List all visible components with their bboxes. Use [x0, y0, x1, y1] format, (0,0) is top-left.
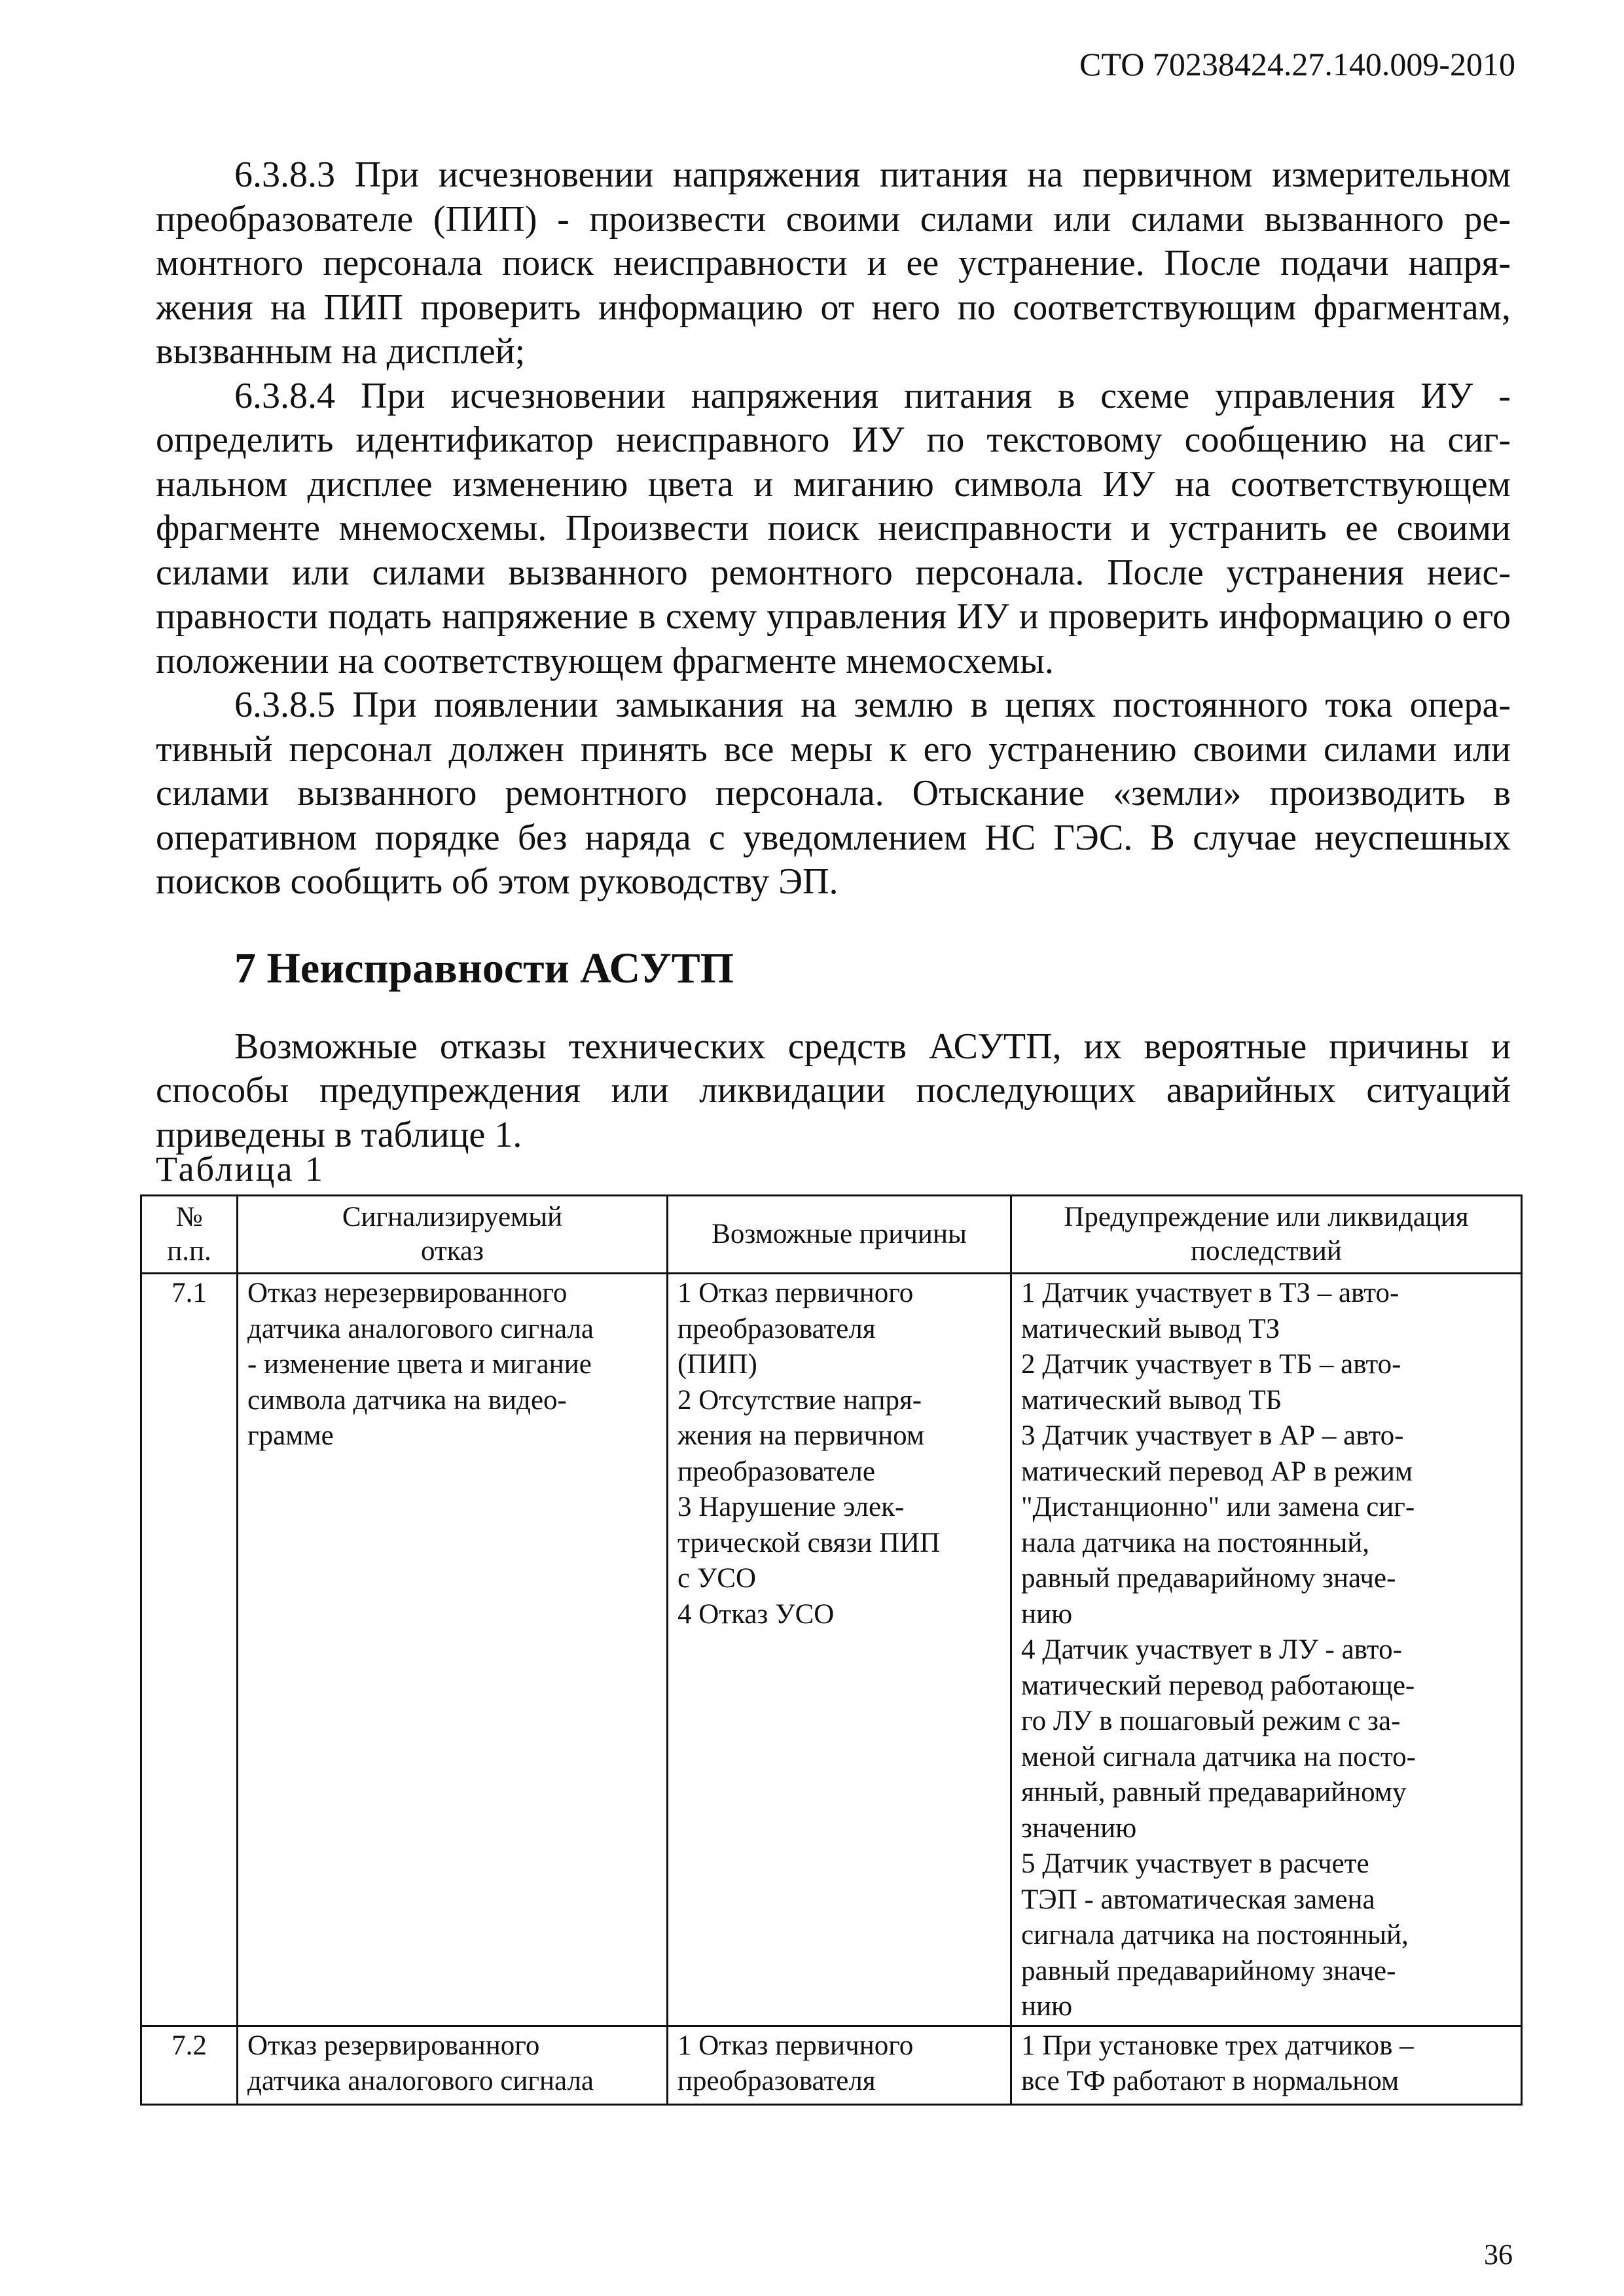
cell-line: 4 Датчик участвует в ЛУ - авто-: [1021, 1634, 1402, 1665]
cell-line: нию: [1021, 1991, 1073, 2022]
cell-prevention: [1011, 2026, 1522, 2104]
cell-line: равный предаварийному значе-: [1021, 1563, 1396, 1594]
table-header-row: [141, 1196, 1522, 1274]
cell-line: датчика аналогового сигнала: [247, 2066, 594, 2096]
cell-line: матический перевод работающе-: [1021, 1670, 1415, 1701]
cell-line: янный, равный предаварийному: [1021, 1777, 1407, 1808]
cell-line: равный предаварийному значе-: [1021, 1955, 1396, 1986]
cell-line: преобразователя: [677, 1313, 876, 1344]
page-number: 36: [1484, 2238, 1513, 2270]
cell-line: го ЛУ в пошаговый режим с за-: [1021, 1706, 1401, 1736]
header-line: последствий: [1191, 1236, 1342, 1266]
cell-line: 4 Отказ УСО: [677, 1598, 835, 1630]
header-prevention: [1011, 1196, 1522, 1274]
cell-line: трической связи ПИП: [677, 1527, 941, 1558]
cell-line: 2 Отсутствие напря-: [677, 1384, 922, 1416]
cell-line: 3 Нарушение элек-: [677, 1492, 905, 1522]
cell-line: - изменение цвета и мигание: [247, 1349, 592, 1380]
cell-line: символа датчика на видео-: [247, 1384, 567, 1416]
paragraph-6-3-8-5: 6.3.8.5 При появлении замыкания на землю в цепях постоянного тока опера-тивный персонал должен принять все меры к его устранению своими силами или силами вызванного ремонтного персонала. Отыскание «земли» производить в оперативном порядке без наряда с уведомлением НС ГЭС. В случае неуспешных поисков сообщить об этом руководству ЭП.: [156, 685, 1511, 902]
header-line: №: [175, 1202, 203, 1232]
cell-failure: [238, 2026, 668, 2104]
cell-num: 7.1: [141, 1274, 238, 2026]
cell-line: датчика аналогового сигнала: [247, 1313, 594, 1344]
cell-failure: [238, 1274, 668, 2026]
header-causes: [668, 1196, 1011, 1274]
cell-causes: [668, 2026, 1011, 2104]
cell-line: нию: [1021, 1598, 1073, 1630]
cell-line: ТЭП - автоматическая замена: [1021, 1884, 1375, 1915]
cell-line: 1 При установке трех датчиков –: [1021, 2030, 1414, 2061]
cell-causes: [668, 1274, 1011, 2026]
section-intro: Возможные отказы технических средств АСУТП, их вероятные причины и способы предупреждения или ликвидации последующих аварийных ситуаций приведены в таблице 1.: [156, 1026, 1511, 1155]
cell-line: с УСО: [677, 1563, 757, 1594]
table-caption: Таблица 1: [156, 1149, 325, 1189]
header-line: отказ: [420, 1236, 484, 1266]
cell-line: значению: [1021, 1812, 1137, 1844]
document-code-header: СТО 70238424.27.140.009-2010: [1079, 46, 1515, 82]
cell-line: 2 Датчик участвует в ТБ – авто-: [1021, 1349, 1401, 1380]
header-line: Возможные причины: [712, 1219, 967, 1249]
header-line: Сигнализируемый: [342, 1202, 563, 1232]
header-line: п.п.: [167, 1236, 211, 1266]
cell-line: сигнала датчика на постоянный,: [1021, 1920, 1409, 1950]
cell-line: "Дистанционно" или замена сиг-: [1021, 1492, 1415, 1522]
cell-prevention: [1011, 1274, 1522, 2026]
header-failure: [238, 1196, 668, 1274]
document-body: [156, 153, 1511, 1157]
section-heading: 7 Неисправности АСУТП: [234, 944, 734, 992]
header-num: [141, 1196, 238, 1274]
cell-num: 7.2: [141, 2026, 238, 2104]
cell-line: все ТФ работают в нормальном: [1021, 2066, 1399, 2096]
header-line: Предупреждение или ликвидация: [1064, 1202, 1469, 1232]
cell-line: 1 Отказ первичного: [677, 2030, 914, 2061]
cell-line: 5 Датчик участвует в расчете: [1021, 1848, 1369, 1879]
cell-line: матический вывод ТЗ: [1021, 1313, 1280, 1344]
cell-line: 1 Отказ первичного: [677, 1278, 914, 1308]
cell-line: меной сигнала датчика на посто-: [1021, 1741, 1416, 1772]
cell-line: нала датчика на постоянный,: [1021, 1527, 1369, 1558]
cell-line: Отказ нерезервированного: [247, 1278, 568, 1308]
cell-line: 1 Датчик участвует в ТЗ – авто-: [1021, 1278, 1399, 1308]
cell-line: жения на первичном: [677, 1420, 925, 1451]
table-row: [141, 1274, 1522, 2026]
cell-line: матический вывод ТБ: [1021, 1384, 1282, 1416]
failures-table: [140, 1194, 1523, 2106]
cell-line: матический перевод АР в режим: [1021, 1456, 1413, 1487]
table-row: [141, 2026, 1522, 2104]
cell-line: Отказ резервированного: [247, 2030, 540, 2061]
paragraph-6-3-8-3: 6.3.8.3 При исчезновении напряжения питания на первичном измерительном преобразователе (ПИП) - произвести своими силами или силами вызванного ре-монтного персонала поиск неисправности и ее устранение. После подачи напря-жения на ПИП проверить информацию от него по соответствующим фрагментам, вызванным на дисплей;: [156, 154, 1511, 372]
cell-line: грамме: [247, 1420, 334, 1451]
cell-line: преобразователе: [677, 1456, 875, 1487]
paragraph-6-3-8-4: 6.3.8.4 При исчезновении напряжения питания в схеме управления ИУ - определить идентификатор неисправного ИУ по текстовому сообщению на сиг-нальном дисплее изменению цвета и миганию символа ИУ на соответствующем фрагменте мнемосхемы. Произвести поиск неисправности и устранить ее своими силами или силами вызванного ремонтного персонала. После устранения неис-правности подать напряжение в схему управления ИУ и проверить информацию о его положении на соответствующем фрагменте мнемосхемы.: [156, 375, 1511, 681]
cell-line: 3 Датчик участвует в АР – авто-: [1021, 1420, 1404, 1451]
cell-line: преобразователя: [677, 2066, 876, 2096]
cell-line: (ПИП): [677, 1349, 757, 1380]
